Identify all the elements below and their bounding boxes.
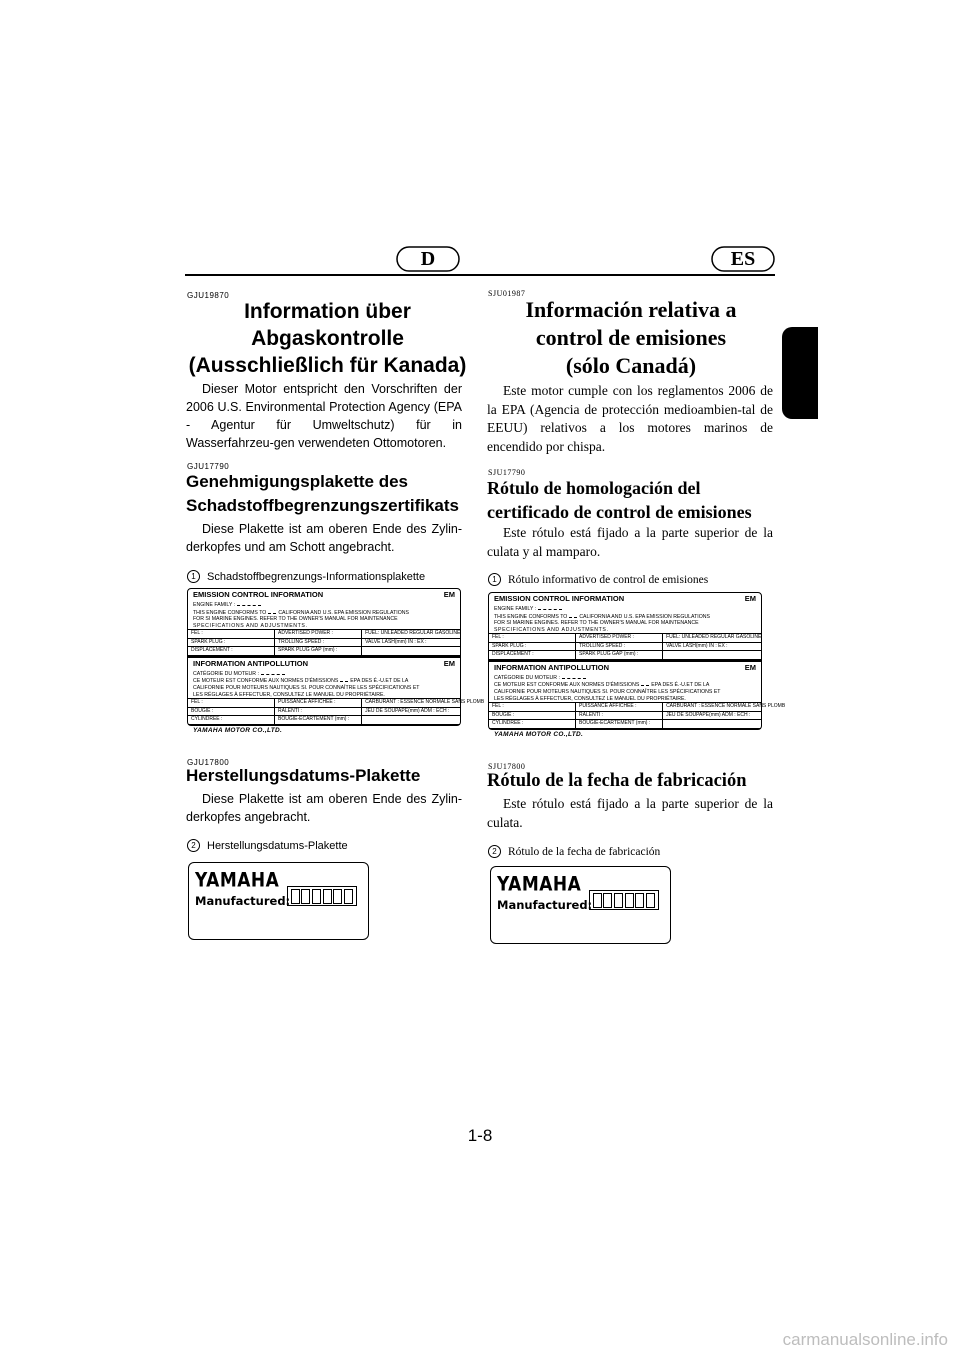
label-cell: BOUGIE-ÉCARTEMENT (mm) : xyxy=(576,720,663,729)
manufactured-text: Manufactured: xyxy=(497,898,593,912)
section-title-date-plate: Herstellungsdatums-Plakette xyxy=(186,766,421,785)
yamaha-logo: YAMAHA xyxy=(195,869,280,892)
label-cell: ADVERTISED POWER : xyxy=(576,634,663,643)
title-line: Abgaskontrolle xyxy=(251,327,404,350)
label-header-fr xyxy=(489,660,761,674)
label-line xyxy=(489,681,761,689)
label-line xyxy=(188,677,460,685)
label-cell: TROLLING SPEED : xyxy=(275,639,362,648)
label-heading: INFORMATION ANTIPOLLUTION xyxy=(193,658,308,668)
label-cell: PUISSANCE AFFICHÉE : xyxy=(576,703,663,712)
body-paragraph: Este rótulo está fijado a la parte superior de la culata. xyxy=(487,796,773,830)
title-line: Genehmigungsplakette des xyxy=(186,472,408,491)
lang-code-left: D xyxy=(420,248,436,270)
label-cell: FEL : xyxy=(489,634,576,643)
label-cell: SPARK PLUG GAP (mm) : xyxy=(275,647,362,656)
label-line: FOR SI MARINE ENGINES. REFER TO THE OWNER'S MANUAL FOR MAINTENANCE xyxy=(193,616,398,623)
label-cell: CARBURANT : ESSENCE NORMALE SANS PLOMB xyxy=(362,699,460,708)
label-heading: EMISSION CONTROL INFORMATION xyxy=(193,590,324,599)
label-text: CALIFORNIA AND U.S. EPA EMISSION REGULATIONS xyxy=(579,613,710,620)
label-text: ENGINE FAMILY : xyxy=(193,602,236,608)
title-line: Rótulo de homologación del xyxy=(487,478,701,498)
caption-text: Herstellungsdatums-Plakette xyxy=(207,840,348,852)
label-text: CE MOTEUR EST CONFORME AUX NORMES D'ÉMISSIONS xyxy=(494,682,640,689)
label-em: EM xyxy=(443,590,455,599)
callout-number: 1 xyxy=(488,573,501,586)
section-code: GJU17800 xyxy=(187,758,230,767)
body-paragraph: Dieser Motor entspricht den Vorschriften der 2006 U.S. Environmental Protection Agency (EPA - Agentur für Umweltschutz) für in Wasserfahrzeu-gen verwendeten Ottomotoren. xyxy=(186,382,462,450)
label-line xyxy=(188,670,460,678)
lang-badge-es xyxy=(712,247,774,271)
caption-text: Rótulo informativo de control de emisiones xyxy=(508,574,709,586)
section-code: SJU01987 xyxy=(488,289,526,298)
label-cell xyxy=(362,716,460,725)
title-line: (Ausschließlich für Kanada) xyxy=(188,354,467,377)
title-line: control de emisiones xyxy=(535,325,727,350)
section-title-certificate xyxy=(186,470,476,518)
label-text: EPA DES É.-U.ET DE LA xyxy=(350,678,409,685)
figure-caption xyxy=(488,573,708,586)
lang-badge-d xyxy=(397,247,459,271)
label-spec-grid-en xyxy=(188,629,460,656)
manufactured-text: Manufactured: xyxy=(195,894,291,908)
figure-caption xyxy=(187,839,348,852)
yamaha-logo: YAMAHA xyxy=(497,873,582,896)
section-title-emission-info xyxy=(486,296,776,380)
label-cell: CYLINDRÉE : xyxy=(188,716,275,725)
label-cell: FUEL: UNLEADED REGULAR GASOLINE xyxy=(362,630,460,639)
label-cell: FUEL: UNLEADED REGULAR GASOLINE xyxy=(663,634,761,643)
body-paragraph: Diese Plakette ist am oberen Ende des Zylin-derkopfes angebracht. xyxy=(186,792,462,824)
page-number: 1-8 xyxy=(467,1126,493,1145)
label-cell: RALENTI : xyxy=(275,708,362,717)
emission-control-label xyxy=(488,592,786,738)
body-paragraph: Diese Plakette ist am oberen Ende des Zylin-derkopfes und am Schott angebracht. xyxy=(186,522,462,554)
section-title-certificate xyxy=(487,476,787,524)
label-cell: FEL : xyxy=(489,703,576,712)
label-maker: YAMAHA MOTOR CO.,LTD. xyxy=(494,730,584,738)
label-line xyxy=(188,609,460,617)
label-cell: FEL : xyxy=(188,699,275,708)
manufacture-date-label xyxy=(490,866,671,944)
label-line: CALIFORNIE POUR MOTEURS NAUTIQUES SI. POUR CONNAÎTRE LES SPÉCIFICATIONS ET xyxy=(193,685,420,692)
label-cell: JEU DE SOUPAPE(mm) ADM : ÉCH : xyxy=(362,708,460,717)
label-text: THIS ENGINE CONFORMS TO xyxy=(494,613,568,620)
label-em: EM xyxy=(443,658,455,668)
label-line: LES RÉGLAGES À EFFECTUER, CONSULTEZ LE MANUEL DU PROPRIÉTAIRE. xyxy=(193,691,385,698)
section-code: SJU17790 xyxy=(488,468,526,477)
label-cell: VALVE LASH(mm) IN : EX : xyxy=(362,639,460,648)
label-text: CATÉGORIE DU MOTEUR : xyxy=(193,670,259,677)
date-code-boxes xyxy=(287,886,357,906)
label-text: CE MOTEUR EST CONFORME AUX NORMES D'ÉMISSIONS xyxy=(193,678,339,685)
label-line: CALIFORNIE POUR MOTEURS NAUTIQUES SI. POUR CONNAÎTRE LES SPÉCIFICATIONS ET xyxy=(494,689,721,696)
label-cell: PUISSANCE AFFICHÉE : xyxy=(275,699,362,708)
section-title-emission-info xyxy=(185,298,470,379)
title-line: Information über xyxy=(244,300,411,323)
label-cell: BOUGIE-ÉCARTEMENT (mm) : xyxy=(275,716,362,725)
label-cell: SPARK PLUG GAP (mm) : xyxy=(576,651,663,660)
label-line: FOR SI MARINE ENGINES. REFER TO THE OWNER'S MANUAL FOR MAINTENANCE xyxy=(494,620,699,627)
label-cell: DISPLACEMENT : xyxy=(489,651,576,660)
caption-text: Rótulo de la fecha de fabricación xyxy=(508,846,661,858)
title-line: certificado de control de emisiones xyxy=(487,502,752,522)
figure-caption xyxy=(187,570,425,583)
label-text: ENGINE FAMILY : xyxy=(494,606,537,612)
caption-text: Schadstoffbegrenzungs-Informationsplakette xyxy=(207,571,426,583)
label-text: EPA DES É.-U.ET DE LA xyxy=(651,682,710,689)
lang-code-right: ES xyxy=(730,248,756,270)
label-text: THIS ENGINE CONFORMS TO xyxy=(193,609,267,616)
label-cell: CYLINDRÉE : xyxy=(489,720,576,729)
label-cell: SPARK PLUG : xyxy=(489,643,576,652)
label-line xyxy=(188,601,460,609)
label-cell xyxy=(663,651,761,660)
label-text: CALIFORNIA AND U.S. EPA EMISSION REGULATIONS xyxy=(278,609,409,616)
label-line xyxy=(489,674,761,682)
callout-number: 2 xyxy=(488,845,501,858)
manufacture-date-label xyxy=(188,862,369,940)
label-cell: BOUGIE : xyxy=(489,712,576,721)
label-header-en xyxy=(489,593,761,605)
label-line: SPECIFICATIONS AND ADJUSTMENTS. xyxy=(494,626,609,633)
label-em: EM xyxy=(744,594,756,603)
callout-number: 1 xyxy=(187,570,200,583)
label-header-fr xyxy=(188,656,460,670)
label-cell: TROLLING SPEED : xyxy=(576,643,663,652)
label-cell: BOUGIE : xyxy=(188,708,275,717)
label-spec-grid-en xyxy=(489,633,761,660)
label-cell: RALENTI : xyxy=(576,712,663,721)
label-cell: CARBURANT : ESSENCE NORMALE SANS PLOMB xyxy=(663,703,761,712)
label-cell: FEL : xyxy=(188,630,275,639)
label-em: EM xyxy=(744,662,756,672)
date-code-boxes xyxy=(589,890,659,910)
label-line: SPECIFICATIONS AND ADJUSTMENTS. xyxy=(193,622,308,629)
body-paragraph: Este rótulo está fijado a la parte superior de la culata y al mamparo. xyxy=(487,525,773,559)
body-paragraph: Este motor cumple con los reglamentos 2006 de la EPA (Agencia de protección medioambien-tal de EEUU) relativos a los motores marinos de encendido por chispa. xyxy=(487,383,773,454)
label-cell: JEU DE SOUPAPE(mm) ADM : ÉCH : xyxy=(663,712,761,721)
label-maker: YAMAHA MOTOR CO.,LTD. xyxy=(193,726,283,734)
label-spec-grid-fr xyxy=(489,702,786,729)
label-line: LES RÉGLAGES À EFFECTUER, CONSULTEZ LE MANUEL DU PROPRIÉTAIRE. xyxy=(494,695,686,702)
section-code: GJU19870 xyxy=(187,291,230,300)
label-spec-grid-fr xyxy=(188,698,485,725)
label-cell: DISPLACEMENT : xyxy=(188,647,275,656)
section-code: SJU17800 xyxy=(488,762,526,771)
label-text: CATÉGORIE DU MOTEUR : xyxy=(494,674,560,681)
emission-control-label xyxy=(187,588,485,734)
label-line xyxy=(489,613,761,621)
section-title-date-plate: Rótulo de la fecha de fabricación xyxy=(487,771,747,791)
title-line: Información relativa a xyxy=(525,297,737,322)
watermark: carmanualsonline.info xyxy=(782,1330,948,1349)
label-heading: INFORMATION ANTIPOLLUTION xyxy=(494,662,609,672)
label-header-en xyxy=(188,589,460,601)
label-cell: VALVE LASH(mm) IN : EX : xyxy=(663,643,761,652)
section-code: GJU17790 xyxy=(187,462,230,471)
figure-caption xyxy=(488,845,660,858)
label-cell xyxy=(663,720,761,729)
label-cell xyxy=(362,647,460,656)
title-line: Schadstoffbegrenzungszertifikats xyxy=(186,496,459,515)
title-line: (sólo Canadá) xyxy=(565,353,697,378)
label-cell: SPARK PLUG : xyxy=(188,639,275,648)
callout-number: 2 xyxy=(187,839,200,852)
label-cell: ADVERTISED POWER : xyxy=(275,630,362,639)
label-heading: EMISSION CONTROL INFORMATION xyxy=(494,594,625,603)
chapter-tab xyxy=(782,327,818,419)
label-line xyxy=(489,605,761,613)
header-rule xyxy=(185,274,775,276)
